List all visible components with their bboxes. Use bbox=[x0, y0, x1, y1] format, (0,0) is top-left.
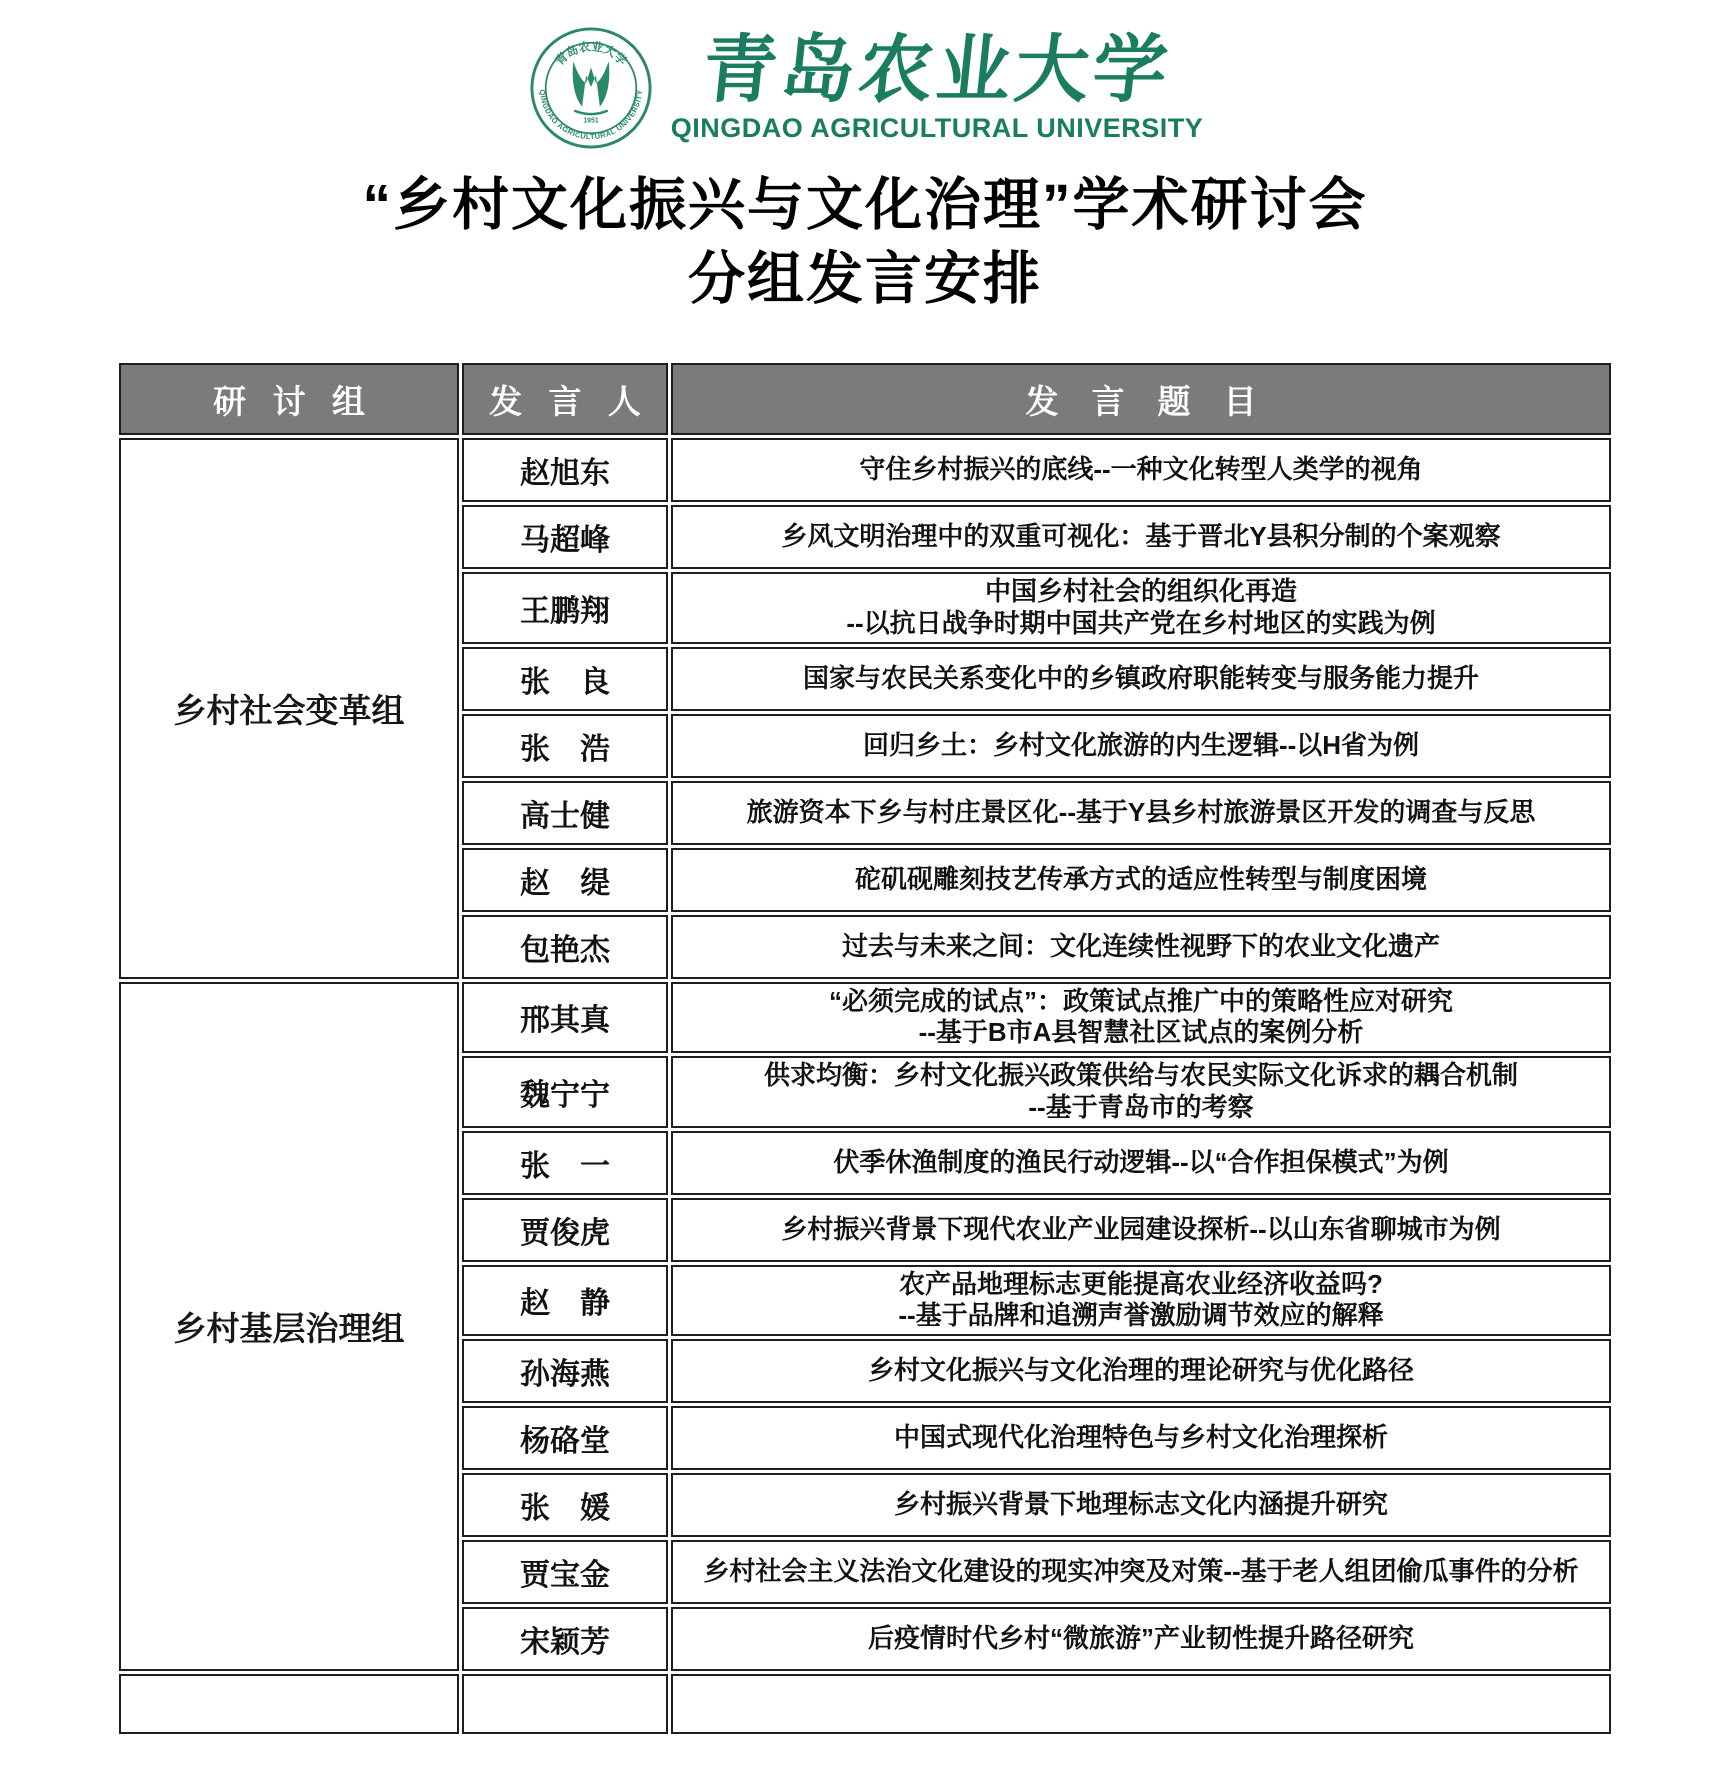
topic-line: “必须完成的试点”：政策试点推广中的策略性应对研究 bbox=[828, 985, 1453, 1016]
speaker-name-cell: 张 良 bbox=[462, 647, 668, 711]
topic-cell bbox=[671, 1198, 1611, 1262]
topic-line: 乡风文明治理中的双重可视化：基于晋北Y县积分制的个案观察 bbox=[781, 521, 1501, 552]
speaker-name-cell: 宋颖芳 bbox=[462, 1607, 668, 1671]
speaker-name-cell: 邢其真 bbox=[462, 982, 668, 1053]
topic-line: 回归乡土：乡村文化旅游的内生逻辑--以H省为例 bbox=[862, 729, 1420, 760]
topic-cell bbox=[671, 1406, 1611, 1470]
topic-cell bbox=[671, 1339, 1611, 1403]
speaker-name-cell: 贾俊虎 bbox=[462, 1198, 668, 1262]
svg-text:青岛农业大学: 青岛农业大学 bbox=[552, 39, 630, 68]
topic-line: 乡村振兴背景下地理标志文化内涵提升研究 bbox=[893, 1489, 1388, 1520]
topic-line: --基于B市A县智慧社区试点的案例分析 bbox=[918, 1017, 1364, 1048]
schedule-table-container bbox=[116, 360, 1614, 1737]
topic-line: 过去与未来之间：文化连续性视野下的农业文化遗产 bbox=[841, 930, 1440, 961]
topic-line: 后疫情时代乡村“微旅游”产业韧性提升路径研究 bbox=[867, 1623, 1414, 1654]
speaker-name-cell: 杨硌堂 bbox=[462, 1406, 668, 1470]
col-header-speaker: 发言人 bbox=[462, 363, 668, 435]
topic-line: 中国式现代化治理特色与乡村文化治理探析 bbox=[893, 1422, 1388, 1453]
topic-cell bbox=[671, 848, 1611, 912]
topic-cell bbox=[671, 1473, 1611, 1537]
university-name-english: QINGDAO AGRICULTURAL UNIVERSITY bbox=[670, 112, 1204, 143]
topic-cell bbox=[671, 1540, 1611, 1604]
topic-line: 砣矶砚雕刻技艺传承方式的适应性转型与制度困境 bbox=[854, 863, 1427, 894]
topic-line: 旅游资本下乡与村庄景区化--基于Y县乡村旅游景区开发的调查与反思 bbox=[746, 796, 1536, 827]
speaker-name-cell: 孙海燕 bbox=[462, 1339, 668, 1403]
page-title-line2: 分组发言安排 bbox=[688, 247, 1042, 312]
table-row-clipped bbox=[119, 1674, 1611, 1734]
topic-cell bbox=[671, 572, 1611, 643]
page-title-line1: “乡村文化振兴与文化治理”学术研讨会 bbox=[362, 173, 1368, 237]
table-row bbox=[119, 438, 1611, 502]
speaker-name-cell: 张 媛 bbox=[462, 1473, 668, 1537]
speaker-name-cell: 包艳杰 bbox=[462, 915, 668, 979]
topic-cell bbox=[671, 714, 1611, 778]
speaker-name-cell: 赵旭东 bbox=[462, 438, 668, 502]
group-name-cell: 乡村社会变革组 bbox=[119, 438, 459, 978]
topic-line: 乡村文化振兴与文化治理的理论研究与优化路径 bbox=[867, 1355, 1414, 1386]
topic-line: 伏季休渔制度的渔民行动逻辑--以“合作担保模式”为例 bbox=[833, 1146, 1449, 1177]
topic-line: --以抗日战争时期中国共产党在乡村地区的实践为例 bbox=[846, 607, 1436, 638]
group-name-cell: 乡村基层治理组 bbox=[119, 982, 459, 1671]
topic-cell bbox=[671, 915, 1611, 979]
schedule-table bbox=[116, 360, 1614, 1737]
table-row bbox=[119, 982, 1611, 1053]
university-wordmark bbox=[670, 27, 1204, 144]
topic-line: --基于青岛市的考察 bbox=[1028, 1091, 1254, 1122]
topic-line: 国家与农民关系变化中的乡镇政府职能转变与服务能力提升 bbox=[802, 662, 1479, 693]
speaker-name-cell: 张 浩 bbox=[462, 714, 668, 778]
speaker-name-cell: 赵 缇 bbox=[462, 848, 668, 912]
topic-line: 乡村社会主义法治文化建设的现实冲突及对策--基于老人组团偷瓜事件的分析 bbox=[703, 1556, 1579, 1587]
table-header-row bbox=[119, 363, 1611, 435]
university-logo bbox=[0, 0, 1730, 152]
speaker-name-cell: 贾宝金 bbox=[462, 1540, 668, 1604]
topic-line: --基于品牌和追溯声誉激励调节效应的解释 bbox=[898, 1300, 1384, 1331]
university-name-calligraphy: 青岛农业大学 bbox=[698, 27, 1176, 111]
topic-cell bbox=[671, 505, 1611, 569]
speaker-name-cell: 高士健 bbox=[462, 781, 668, 845]
svg-text:QINGDAO AGRICULTURAL UNIVERSIT: QINGDAO AGRICULTURAL UNIVERSITY bbox=[537, 89, 644, 142]
col-header-topic: 发言题目 bbox=[671, 363, 1611, 435]
topic-line: 中国乡村社会的组织化再造 bbox=[984, 576, 1297, 607]
topic-cell bbox=[671, 1131, 1611, 1195]
topic-cell bbox=[671, 1265, 1611, 1336]
university-seal-icon bbox=[527, 24, 655, 152]
col-header-group: 研讨组 bbox=[119, 363, 459, 435]
speaker-name-cell: 魏宁宁 bbox=[462, 1056, 668, 1127]
speaker-name-cell: 赵 静 bbox=[462, 1265, 668, 1336]
topic-line: 守住乡村振兴的底线--一种文化转型人类学的视角 bbox=[859, 454, 1423, 485]
topic-cell bbox=[671, 781, 1611, 845]
topic-line: 乡村振兴背景下现代农业产业园建设探析--以山东省聊城市为例 bbox=[781, 1213, 1501, 1244]
topic-cell bbox=[671, 1607, 1611, 1671]
page-title bbox=[0, 168, 1730, 316]
topic-cell bbox=[671, 1056, 1611, 1127]
speaker-name-cell: 张 一 bbox=[462, 1131, 668, 1195]
topic-line: 供求均衡：乡村文化振兴政策供给与农民实际文化诉求的耦合机制 bbox=[763, 1060, 1518, 1091]
speaker-name-cell: 马超峰 bbox=[462, 505, 668, 569]
speaker-name-cell: 王鹏翔 bbox=[462, 572, 668, 643]
topic-line: 农产品地理标志更能提高农业经济收益吗? bbox=[899, 1268, 1383, 1299]
topic-cell bbox=[671, 438, 1611, 502]
topic-cell bbox=[671, 982, 1611, 1053]
schedule-table-body bbox=[119, 438, 1611, 1734]
topic-cell bbox=[671, 647, 1611, 711]
seal-year: 1951 bbox=[583, 117, 599, 125]
